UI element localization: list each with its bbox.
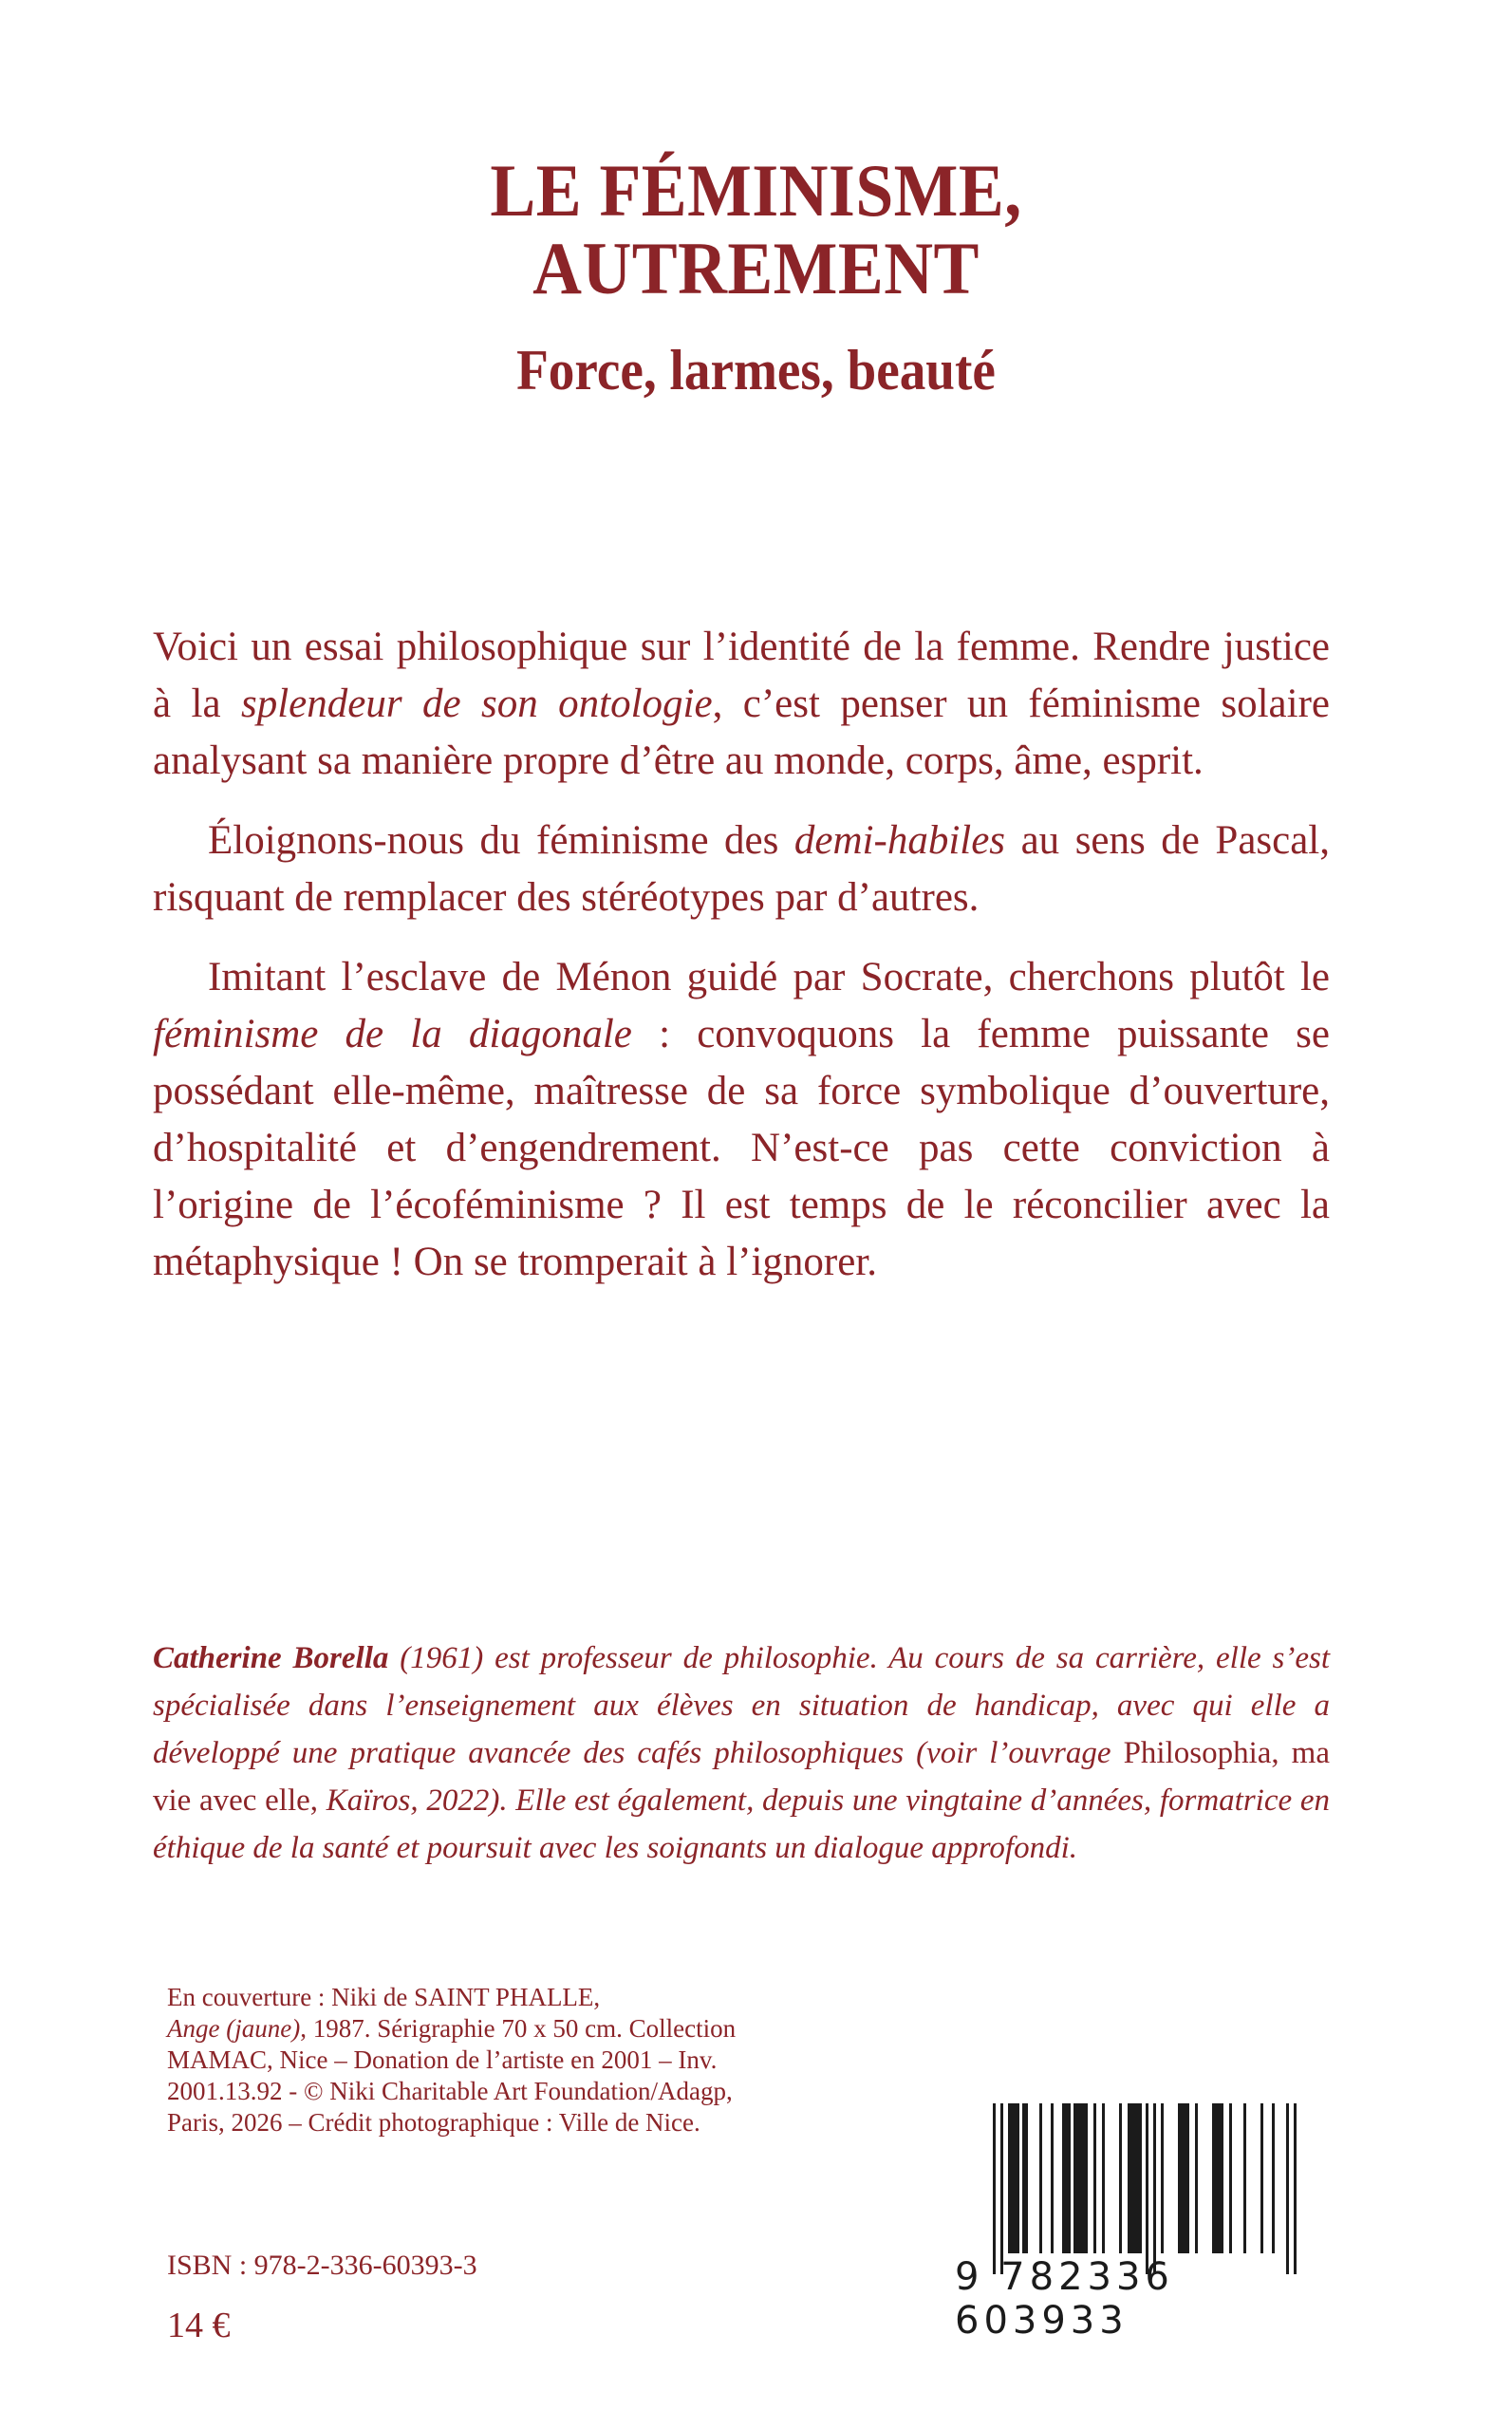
barcode-bars (993, 2103, 1335, 2260)
blurb-paragraph-1: Voici un essai philosophique sur l’identité de la femme. Rendre justice à la splendeur de son ontologie, c’est penser un féminisme solaire analysant sa manière propre d’être au monde, corps, âme, esprit. (153, 625, 1330, 783)
author-name: Catherine Borella (153, 1641, 389, 1675)
price: 14 € (167, 2306, 231, 2345)
cover-credits: En couverture : Niki de SAINT PHALLE, Ange (jaune), 1987. Sérigraphie 70 x 50 cm. Collection MAMAC, Nice – Donation de l’artiste en 2001 – Inv. 2001.13.92 - © Niki Charitable Art Foundation/Adagp, Paris, 2026 – Crédit photographique : Ville de Nice. (167, 1983, 737, 2137)
isbn: ISBN : 978-2-336-60393-3 (167, 2250, 477, 2281)
book-subtitle: Force, larmes, beauté (516, 339, 996, 402)
blurb-paragraph-3: Imitant l’esclave de Ménon guidé par Socrate, cherchons plutôt le féminisme de la diagonale : convoquons la femme puissante se possédant elle-même, maîtresse de sa force symbolique d’ouverture, d’hospitalité et d’engendrement. N’est-ce pas cette conviction à l’origine de l’écoféminisme ? Il est temps de le réconcilier avec la métaphysique ! On se tromperait à l’ignorer. (153, 955, 1330, 1284)
book-reference: Philosophia, ma vie avec elle, (153, 1736, 1330, 1818)
barcode-digits: 9 782336 603933 (955, 2255, 1174, 2343)
blurb (153, 619, 1330, 1314)
barcode (955, 2103, 1335, 2343)
book-title (61, 149, 1452, 309)
blurb-paragraph-2: Éloignons-nous du féminisme des demi-habiles au sens de Pascal, risquant de remplacer des stéréotypes par d’autres. (153, 818, 1331, 920)
title-line-1: LE FÉMINISME, (490, 149, 1022, 232)
author-bio: Catherine Borella (1961) est professeur de philosophie. Au cours de sa carrière, elle s’est spécialisée dans l’enseignement aux élèves en situation de handicap, avec qui elle a développé une pratique avancée des cafés philosophiques (voir l’ouvrage Philosophia, ma vie avec elle, Kaïros, 2022). Elle est également, depuis une vingtaine d’années, formatrice en éthique de la santé et poursuit avec les soignants un dialogue approfondi. (153, 1641, 1330, 1865)
artwork-title: Ange (jaune) (167, 2014, 301, 2043)
title-line-2: AUTREMENT (532, 227, 980, 309)
